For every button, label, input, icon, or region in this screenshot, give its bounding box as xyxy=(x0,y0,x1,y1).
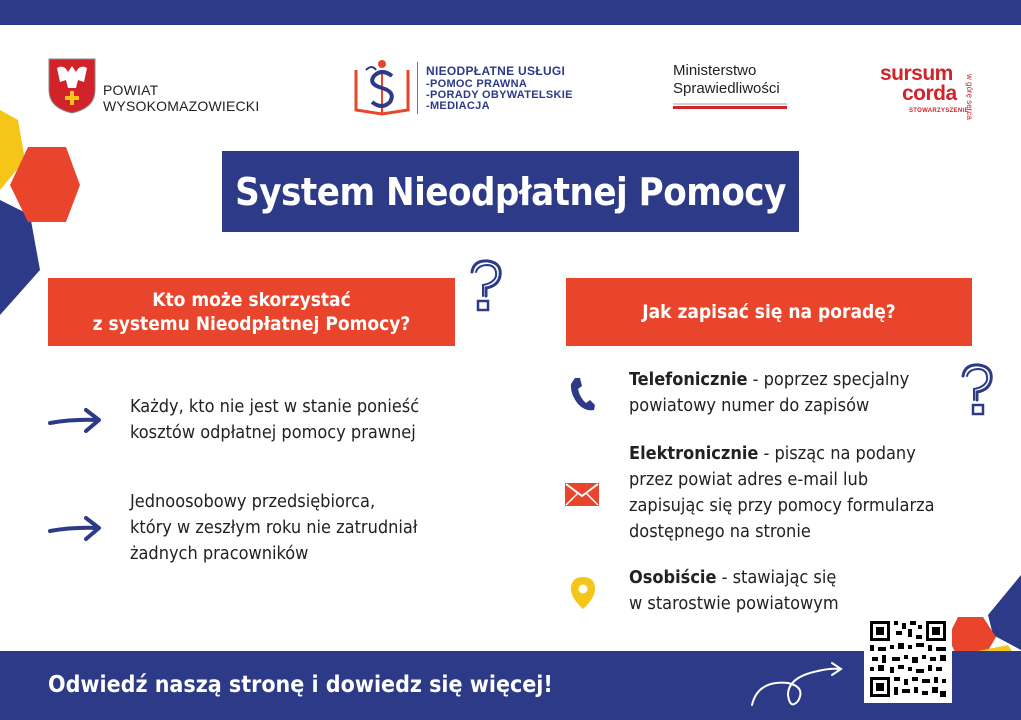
phone-line-1 xyxy=(629,367,909,393)
nieodplatne-uslugi-text xyxy=(426,66,573,112)
title-banner xyxy=(222,151,799,232)
powiat-name xyxy=(103,82,259,114)
phone-icon xyxy=(568,376,596,412)
how-to-register-heading xyxy=(566,278,972,346)
ministry-flag-white xyxy=(673,103,787,105)
email-desc: - pisząc na podany xyxy=(758,443,916,464)
eligibility-1-line-1: Każdy, kto nie jest w stanie ponieść xyxy=(130,396,420,417)
register-email xyxy=(629,441,935,545)
arrow-right-icon xyxy=(48,408,102,434)
how-heading-text: Jak zapisać się na poradę? xyxy=(642,301,896,323)
nieodplatne-uslugi-logo xyxy=(354,58,412,116)
ministry-name xyxy=(673,62,780,98)
eligibility-2-line-3: żadnych pracowników xyxy=(130,543,309,564)
eligibility-item-2 xyxy=(130,489,417,567)
sursum-line-1: sursum xyxy=(880,62,953,85)
envelope-icon xyxy=(565,483,599,506)
sursum-vertical-text: w górę serca xyxy=(965,74,974,120)
ministry-flag-red xyxy=(673,106,787,109)
phone-label: Telefonicznie xyxy=(629,369,748,390)
email-line-1 xyxy=(629,441,935,467)
nu-item-1: -POMOC PRAWNA xyxy=(426,78,528,90)
arrow-right-icon xyxy=(48,516,102,542)
eligibility-1-line-2: kosztów odpłatnej pomocy prawnej xyxy=(130,422,416,443)
eligibility-2-line-1: Jednoosobowy przedsiębiorca, xyxy=(130,491,376,512)
qr-code[interactable] xyxy=(864,615,952,703)
top-bar xyxy=(0,0,1021,25)
sursum-tagline: STOWARZYSZENIE xyxy=(909,108,969,114)
register-in-person xyxy=(629,565,839,617)
person-desc: - stawiając się xyxy=(716,567,837,588)
powiat-line-1: POWIAT xyxy=(103,82,159,98)
email-line-4: dostępnego na stronie xyxy=(629,521,811,542)
phone-desc: - poprzez specjalny xyxy=(747,369,910,390)
register-phone xyxy=(629,367,909,419)
footer-cta: Odwiedź naszą stronę i dowiedz się więcej! xyxy=(48,672,553,698)
curly-arrow-icon xyxy=(748,655,848,710)
who-can-use-heading xyxy=(48,278,455,346)
who-heading-line-2: z systemu Nieodpłatnej Pomocy? xyxy=(92,313,411,335)
powiat-coat-of-arms xyxy=(48,58,96,114)
question-mark-icon xyxy=(957,362,997,418)
person-line-1 xyxy=(629,565,839,591)
ministry-line-2: Sprawiedliwości xyxy=(673,80,780,97)
eligibility-item-1 xyxy=(130,394,419,446)
email-line-2: przez powiat adres e-mail lub xyxy=(629,469,869,490)
sursum-line-2: corda xyxy=(902,82,957,105)
powiat-line-2: WYSOKOMAZOWIECKI xyxy=(103,98,260,114)
sursum-corda-logo xyxy=(880,64,957,104)
question-mark-icon xyxy=(466,258,506,314)
email-line-3: zapisując się przy pomocy formularza xyxy=(629,495,935,516)
email-label: Elektronicznie xyxy=(629,443,759,464)
nu-divider xyxy=(417,62,418,114)
nu-item-2: -PORADY OBYWATELSKIE xyxy=(426,89,573,101)
location-pin-icon xyxy=(570,576,596,610)
nu-item-3: -MEDIACJA xyxy=(426,100,490,112)
person-line-2: w starostwie powiatowym xyxy=(629,593,839,614)
who-heading-line-1: Kto może skorzystać xyxy=(152,289,351,311)
person-label: Osobiście xyxy=(629,567,717,588)
ministry-line-1: Ministerstwo xyxy=(673,62,757,79)
eligibility-2-line-2: który w zeszłym roku nie zatrudniał xyxy=(130,517,418,538)
nu-title: NIEODPŁATNE USŁUGI xyxy=(426,64,566,78)
phone-line-2: powiatowy numer do zapisów xyxy=(629,395,870,416)
page-title: System Nieodpłatnej Pomocy xyxy=(235,169,786,214)
